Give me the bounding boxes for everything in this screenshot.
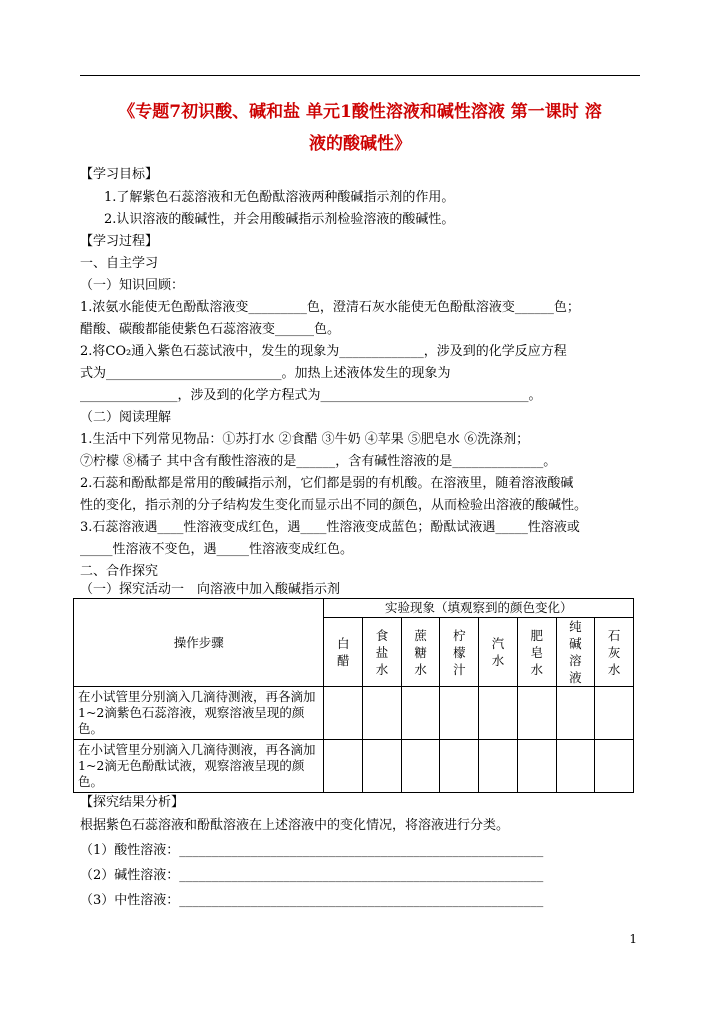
objective-item: 2.认识溶液的酸碱性，并会用酸碱指示剂检验溶液的酸碱性。 [104,212,455,227]
reading-line: _____性溶液不变色，遇_____性溶液变成红色。 [80,542,354,557]
operation-step: 在小试管里分别滴入几滴待测液，再各滴加1~2滴无色酚酞试液，观察溶液呈现的颜色。 [74,740,324,793]
section-self-study: 一、自主学习 [80,256,159,271]
experiment-table [73,598,634,793]
answer-cell[interactable] [517,687,556,740]
answer-cell[interactable] [556,687,595,740]
reading-line: 3.石蕊溶液遇____性溶液变成红色，遇____性溶液变成蓝色；酚酞试液遇_____性溶液或 [80,520,580,535]
reading-line: ⑦柠檬 ⑧橘子 其中含有酸性溶液的是______，含有碱性溶液的是______________。 [80,454,557,469]
answer-cell[interactable] [363,740,402,793]
answer-cell[interactable] [324,687,363,740]
answer-cell[interactable] [363,687,402,740]
reading-line: 2.石蕊和酚酞都是常用的酸碱指示剂，它们都是弱的有机酸。在溶液里，随着溶液酸碱 [80,476,574,491]
answer-cell[interactable] [401,740,440,793]
answer-cell[interactable] [595,687,634,740]
answer-cell[interactable] [517,740,556,793]
answer-cell[interactable] [401,687,440,740]
column-header: 蔗糖水 [401,618,440,687]
column-header: 石灰水 [595,618,634,687]
column-header: 食盐水 [363,618,402,687]
column-header: 柠檬汁 [440,618,479,687]
subsection-reading: （二）阅读理解 [80,410,172,425]
operation-step: 在小试管里分别滴入几滴待测液，再各滴加1~2滴紫色石蕊溶液，观察溶液呈现的颜色。 [74,687,324,740]
subsection-review: （一）知识回顾： [80,278,185,293]
review-line: 2.将CO₂通入紫色石蕊试液中，发生的现象为_____________，涉及到的化学反应方程 [80,344,567,359]
column-header: 白醋 [324,618,363,687]
reading-line: 性的变化，指示剂的分子结构发生变化而显示出不同的颜色，从而检验出溶液的酸碱性。 [80,498,588,513]
column-header: 汽水 [479,618,518,687]
analysis-heading: 【探究结果分析】 [80,795,185,810]
answer-cell[interactable] [556,740,595,793]
activity-title: （一）探究活动一 向溶液中加入酸碱指示剂 [80,582,341,597]
phenomena-header: 实验现象（填观察到的颜色变化） [324,599,634,618]
page-number: 1 [629,932,637,946]
column-header: 纯碱溶液 [556,618,595,687]
answer-cell[interactable] [440,740,479,793]
answer-cell[interactable] [440,687,479,740]
review-line: 式为___________________________。加热上述液体发生的现象为 [80,366,451,381]
step-header: 操作步骤 [74,599,324,687]
analysis-item-acidic: （1）酸性溶液：________________________________________________________ [80,843,544,858]
objective-item: 1.了解紫色石蕊溶液和无色酚酞溶液两种酸碱指示剂的作用。 [104,190,455,205]
document-title-line1: 《专题7初识酸、碱和盐 单元1酸性溶液和碱性溶液 第一课时 溶 [118,102,602,122]
analysis-item-neutral: （3）中性溶液：________________________________________________________ [80,893,544,908]
column-header: 肥皂水 [517,618,556,687]
analysis-intro: 根据紫色石蕊溶液和酚酞溶液在上述溶液中的变化情况，将溶液进行分类。 [80,818,510,833]
answer-cell[interactable] [479,687,518,740]
section-cooperation: 二、合作探究 [80,564,159,579]
document-title-line2: 液的酸碱性》 [309,134,411,154]
table-row [74,740,634,793]
process-heading: 【学习过程】 [80,234,159,249]
answer-cell[interactable] [324,740,363,793]
reading-line: 1.生活中下列常见物品：①苏打水 ②食醋 ③牛奶 ④苹果 ⑤肥皂水 ⑥洗涤剂； [80,432,530,447]
table-row [74,687,634,740]
header-rule [80,75,640,76]
review-line: 醋酸、碳酸都能使紫色石蕊溶液变______色。 [80,322,341,337]
answer-cell[interactable] [595,740,634,793]
analysis-item-basic: （2）碱性溶液：________________________________________________________ [80,868,544,883]
review-line: _______________，涉及到的化学方程式为________________________________。 [80,388,542,403]
review-line: 1.浓氨水能使无色酚酞溶液变_________色，澄清石灰水能使无色酚酞溶液变______色； [80,300,580,315]
answer-cell[interactable] [479,740,518,793]
objectives-heading: 【学习目标】 [80,167,159,182]
